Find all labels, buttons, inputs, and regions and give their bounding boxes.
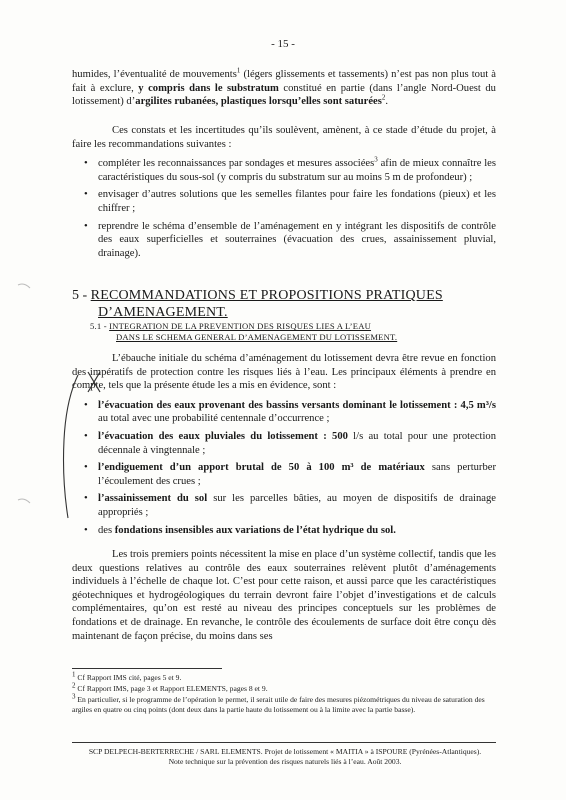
footnotes xyxy=(72,670,496,716)
bold-run: y compris dans le substratum xyxy=(138,82,279,94)
punch-mark xyxy=(18,284,30,288)
bold-run: l’évacuation des eaux pluviales du lotissement xyxy=(98,430,318,442)
footnote xyxy=(72,670,496,683)
bullet: • xyxy=(84,189,88,201)
footnote-ref: 3 xyxy=(374,155,378,164)
punch-mark xyxy=(18,499,30,503)
list-item-text: l/s au total pour une protection décennale à vingtennale ; xyxy=(98,430,496,456)
paragraph-text: Les trois premiers points nécessitent la mise en place d’un système collectif, tandis que les deux questions relatives au contrôle des eaux souterraines relèvent plutôt d’aménagements individuels à l’échelle de chaque lot. C’est pour cette raison, et aussi parce que les caractéristiques géotechniques et hydrogéologiques du terrain devront faire l’objet d’investigations et de calculs complémentaires, qu’on est resté au niveau des principes conceptuels sur les problèmes de fondations et de drainage. En revanche, le contrôle des écoulements de surface doit être conçu dès maintenant de façon précise, du moins dans ses xyxy=(72,549,496,642)
subsection-title-line: DANS LE SCHEMA GENERAL D’AMENAGEMENT DU LOTISSEMENT. xyxy=(116,332,398,342)
text-run: . xyxy=(385,96,389,108)
bold-run: argilites rubanées, plastiques lorsqu’elles sont saturées xyxy=(135,96,382,108)
text-run: (légers glissements et tassements) n’est pas non plus tout à fait à exclure, xyxy=(72,69,497,94)
bold-run: 500 xyxy=(332,430,348,442)
text-run: humides, l’éventualité de mouvements xyxy=(72,69,237,80)
footnote xyxy=(72,692,496,715)
list-item-text: sans perturber l’écoulement des crues ; xyxy=(98,462,496,487)
text-run: constitué en partie (dans l’angle Nord-Ouest du lotissement) d’ xyxy=(72,82,496,108)
list-item-text: afin de mieux connaître les caractéristiques du sous-sol (y compris du substratum sur au moins 5 m de profondeur) ; xyxy=(98,158,497,183)
footnote-ref: 2 xyxy=(381,93,386,102)
footnote-ref: 1 xyxy=(236,66,241,75)
section-title-line: RECOMMANDATIONS ET PROPOSITIONS PRATIQUES xyxy=(90,288,443,303)
list-item-text: au total avec une probabilité centennale d’occurrence ; xyxy=(98,413,330,425)
list-item-text: compléter les reconnaissances par sondages et mesures associées xyxy=(98,158,375,170)
section-title-line: D’AMENAGEMENT. xyxy=(98,305,228,320)
subsection-number: 5.1 - xyxy=(90,321,107,331)
annotation-bracket xyxy=(64,375,79,518)
bullet: • xyxy=(84,220,88,232)
footer-separator xyxy=(72,742,496,743)
bold-run: l’assainissement du sol xyxy=(98,493,208,505)
section-number: 5 - xyxy=(72,288,88,303)
bullet: • xyxy=(84,158,88,170)
paragraph-text: L’ébauche initiale du schéma d’aménagement du lotissement devra être revue en fonction des impératifs de protection contre les risques liés à l’eau. Les principaux éléments à prendre en compte, tels que la présente étude les a mis en évidence, sont : xyxy=(72,353,496,392)
paragraph-text: Ces constats et les incertitudes qu’ils soulèvent, amènent, à ce stade d’étude du projet, à faire les recommandations suivantes : xyxy=(72,125,496,150)
bullet: • xyxy=(84,462,88,474)
footnote-text: Cf Rapport IMS cité, pages 5 et 9. xyxy=(75,673,182,682)
bullet: • xyxy=(84,430,88,442)
list-item-text: reprendre le schéma d’ensemble de l’aménagement en y intégrant les dispositifs de contrôle des eaux superficielles et souterraines (évacuation des crues, assainissement pluvial, drainage). xyxy=(98,220,496,259)
subsection-title-line: INTEGRATION DE LA PREVENTION DES RISQUES LIES A L’EAU xyxy=(109,321,372,331)
footer-line: SCP DELPECH-BERTERRECHE / SARL ELEMENTS. Projet de lotissement « MAITIA » à ISPOURE (Pyrénées-Atlantiques). xyxy=(88,747,482,756)
bullet: • xyxy=(84,399,88,411)
bullet: • xyxy=(84,524,88,536)
bold-run: : xyxy=(317,430,333,442)
bold-run: l’évacuation des eaux provenant des bassins versants dominant le lotissement : 4,5 m³/s xyxy=(98,399,496,411)
footnote-number: 1 xyxy=(72,670,76,679)
annotation-cross xyxy=(88,372,100,392)
footnote-separator xyxy=(72,668,222,669)
bold-run: fondations insensibles aux variations de l’état hydrique du sol. xyxy=(114,524,396,536)
list-item-text: des xyxy=(98,524,115,536)
list-item-text: envisager d’autres solutions que les semelles filantes pour faire les fondations (pieux) et les chiffrer ; xyxy=(98,189,496,214)
list-item-text: sur les parcelles bâties, au moyen de dispositifs de drainage appropriés ; xyxy=(98,493,496,518)
bold-run: l’endiguement d’un apport brutal de 50 à 100 m³ de matériaux xyxy=(98,462,425,474)
footer-line: Note technique sur la prévention des risques naturels liés à l’eau. Août 2003. xyxy=(168,757,402,766)
footnote xyxy=(72,681,496,694)
page-footer xyxy=(60,747,510,767)
footnote-text: En particulier, si le programme de l’opération le permet, il serait utile de faire des mesures piézométriques du niveau de saturation des argiles en quatre ou cinq points (dont deux dans la partie haute du lotissement ou à la limite avec la partie basse). xyxy=(72,695,485,714)
page-number: - 15 - xyxy=(271,38,295,50)
footnote-number: 2 xyxy=(72,681,76,690)
footnote-text: Cf Rapport IMS, page 3 et Rapport ELEMENTS, pages 8 et 9. xyxy=(75,684,268,693)
bullet: • xyxy=(84,493,88,505)
footnote-number: 3 xyxy=(72,692,76,701)
